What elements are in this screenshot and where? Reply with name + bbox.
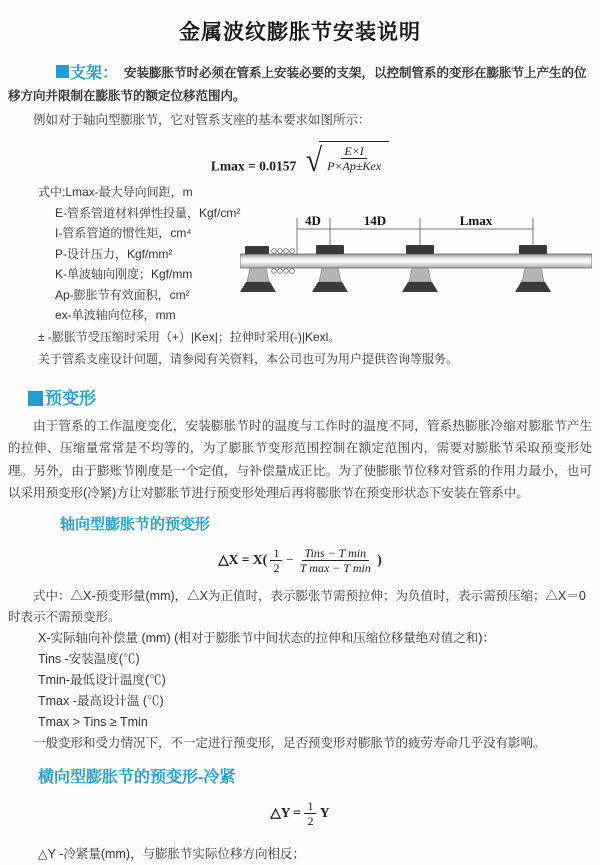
preform-section-header xyxy=(28,384,592,409)
pipe-support xyxy=(312,245,348,292)
support-intro-text: 安装膨胀节时必须在管系上安装必要的支架，以控制管系的变形在膨胀节上产生的位移方向并限制在膨胀节的额定位移范围内。 xyxy=(8,66,587,103)
lateral-note: △Y -冷紧量(mm)，与膨胀节实际位移方向相反； xyxy=(38,847,306,862)
axial-subtitle: 轴向型膨胀节的预变形 xyxy=(60,515,211,533)
dim-label-4d: 4D xyxy=(305,213,321,229)
plus-minus-note: ± -膨胀节受压缩时采用（+）|Kex|；拉伸时采用(-)|Kexl。 xyxy=(38,329,341,344)
pipe-support xyxy=(515,245,551,292)
pipe xyxy=(240,254,592,268)
dim-label-14d: 14D xyxy=(363,213,387,229)
definition-item: 式中:Lmax-最大导向间距，m xyxy=(38,185,193,200)
definition-item: ex-单波轴向位移，mm xyxy=(55,308,176,323)
support-lead-paragraph xyxy=(8,62,592,108)
support-example-text: 例如对于轴向型膨胀节，它对管系支座的基本要求如图所示： xyxy=(33,113,371,127)
sqrt-radical xyxy=(305,141,389,179)
definition-item: E-管系管道材料弹性投量，Kgf/cm² xyxy=(55,205,241,220)
lmax-fraction: $\frac{E\times I}{\text{P×Ap±Kex}}$ xyxy=(327,144,382,174)
definitions-and-diagram xyxy=(8,182,592,326)
axial-formula: △X = X( $\frac{1}{2}$ − $\frac{\text{Tins − T min}}{\text{T max − T min}}$ ) xyxy=(218,545,382,576)
section-bullet-icon xyxy=(56,65,69,78)
definition-item: I-管系管道的惯性矩，cm⁴ xyxy=(55,226,192,241)
lmax-formula xyxy=(8,141,592,179)
axial-note: Tins -安装温度(℃) xyxy=(38,651,140,666)
preform-section-label: 预变形 xyxy=(45,388,96,408)
lmax-formula-lhs: Lmax = 0.0157 xyxy=(210,158,297,174)
axial-note: Tmax > Tins ≥ Tmin xyxy=(38,714,148,729)
definition-item: Ap-膨胀节有效面积，cm² xyxy=(55,287,190,302)
axial-note: Tmax -最高设计温 (℃) xyxy=(38,693,164,708)
axial-note: X-实际轴向补偿量 (mm) (相对于膨胀节中间状态的拉伸和压缩位移量绝对值之和)： xyxy=(38,630,495,645)
preform-body-text: 由于管系的工作温度变化，安装膨胀节时的温度与工作时的温度不同，管系热膨胀冷缩对膨胀节产生的拉伸、压缩量常常是不均等的，为了膨胀节变形范围控制在额定范围内，需要对膨胀节采取预变形处理。另外，由于膨账节刚度是一个定值，与补偿量成正比。为了使膨胀节位移对管系的作用力最小，也可以采用预变形(冷紧)方让对膨胀节进行预变形处理后再将膨胀节在预变形状态下安装在管系中。 xyxy=(8,418,592,501)
lateral-subtitle: 横向型膨胀节的预变形-冷紧 xyxy=(38,768,236,786)
support-section-label: 支架： xyxy=(70,65,119,82)
one-half-fraction: $\frac{1}{2}$ xyxy=(304,799,316,829)
pipe-support xyxy=(402,245,438,292)
service-note: 关于管系支座设计问题，请参阅有关资料，本公司也可为用户提供咨询等服务。 xyxy=(38,351,459,366)
lateral-formula: △Y = $\frac{1}{2}$ Y xyxy=(270,798,330,828)
temperature-fraction: $\frac{\text{Tins − T min}}{\text{T max − T min}}$ xyxy=(299,545,371,576)
definition-item: P-设计压力，Kgf/mm² xyxy=(55,246,173,261)
definition-item: K-单波轴向刚度；Kgf/mm xyxy=(55,267,193,282)
axial-note: 式中：△X-预变形量(mm)，△X为正值时，表示膨张节需预拉伸；为负值时，表示需预压缩；△X＝0时表示不需预变形。 xyxy=(8,588,586,624)
axial-note: Tmin-最低设计温度(℃) xyxy=(38,672,166,687)
page-title: 金属波纹膨胀节安装说明 xyxy=(179,21,421,44)
section-bullet-icon xyxy=(28,391,43,406)
dim-label-lmax: Lmax xyxy=(459,213,493,229)
one-half-fraction: $\frac{1}{2}$ xyxy=(270,546,282,576)
anchor-support xyxy=(240,246,276,292)
radical-sign-icon: √ xyxy=(305,142,323,179)
axial-note: 一般变形和受力情况下，不一定进行预变形，足否预变形对膨胀节的疲劳寿命几乎没有影响。 xyxy=(33,735,546,750)
pipe-support-diagram xyxy=(240,208,592,308)
